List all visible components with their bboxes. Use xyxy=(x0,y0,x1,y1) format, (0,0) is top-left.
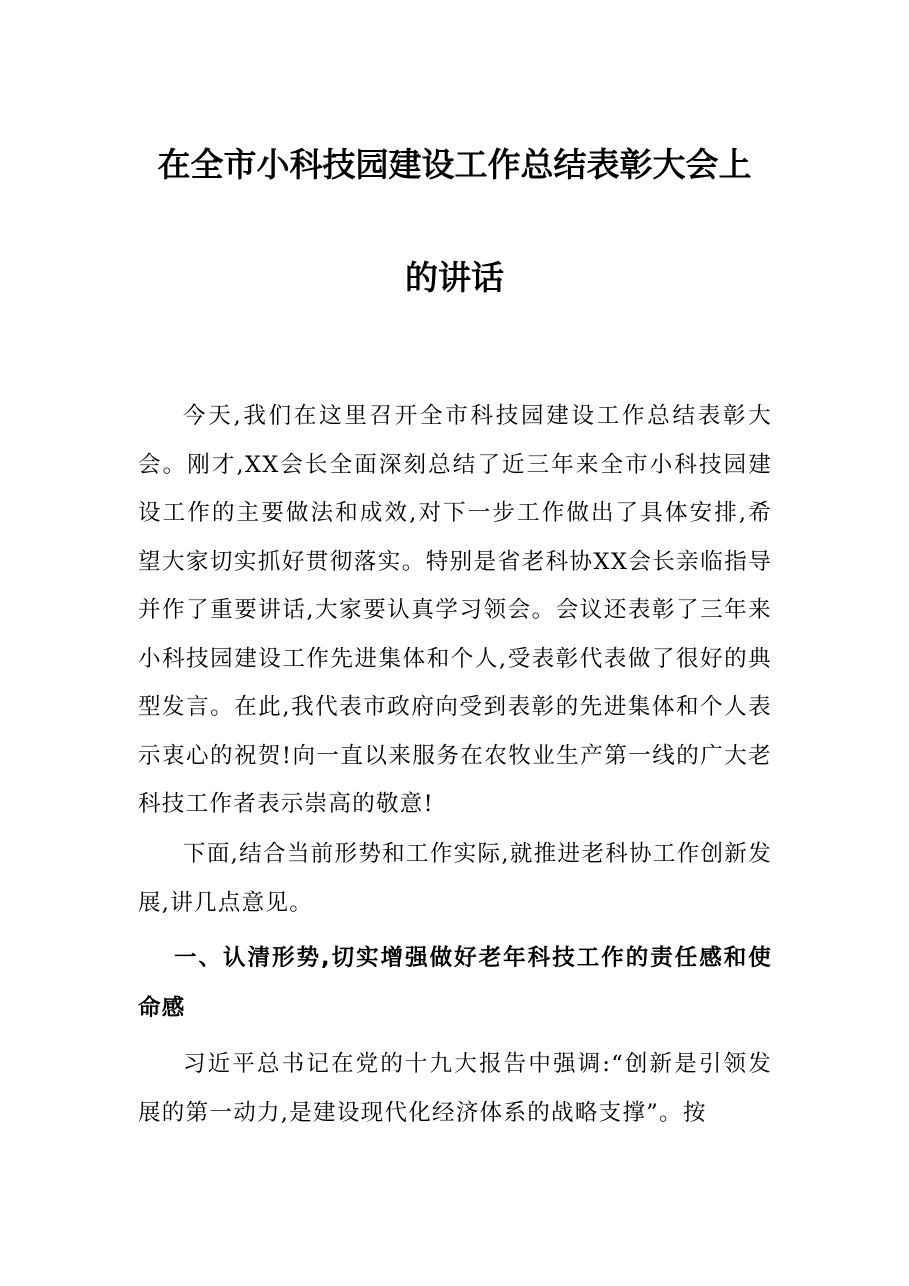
paragraph-section-1: 习近平总书记在党的十九大报告中强调:“创新是引领发展的第一动力,是建设现代化经济体系的战略支撑”。按 xyxy=(138,1051,772,1126)
document-title-line-1: 在全市小科技园建设工作总结表彰大会上 xyxy=(157,145,752,184)
paragraph-opening: 今天,我们在这里召开全市科技园建设工作总结表彰大会。刚才,XX会长全面深刻总结了近三年来全市小科技园建设工作的主要做法和成效,对下一步工作做出了具体安排,希望大家切实抓好贯彻落实。特别是省老科协XX会长亲临指导并作了重要讲话,大家要认真学习领会。会议还表彰了三年来小科技园建设工作先进集体和个人,受表彰代表做了很好的典型发言。在此,我代表市政府向受到表彰的先进集体和个人表示衷心的祝贺!向一直以来服务在农牧业生产第一线的广大老科技工作者表示崇高的敬意! xyxy=(138,403,772,817)
paragraph-intro: 下面,结合当前形势和工作实际,就推进老科协工作创新发展,讲几点意见。 xyxy=(138,841,772,916)
section-heading-1: 一、认清形势,切实增强做好老年科技工作的责任感和使命感 xyxy=(138,945,772,1021)
document-title-line-2: 的讲话 xyxy=(405,258,504,297)
